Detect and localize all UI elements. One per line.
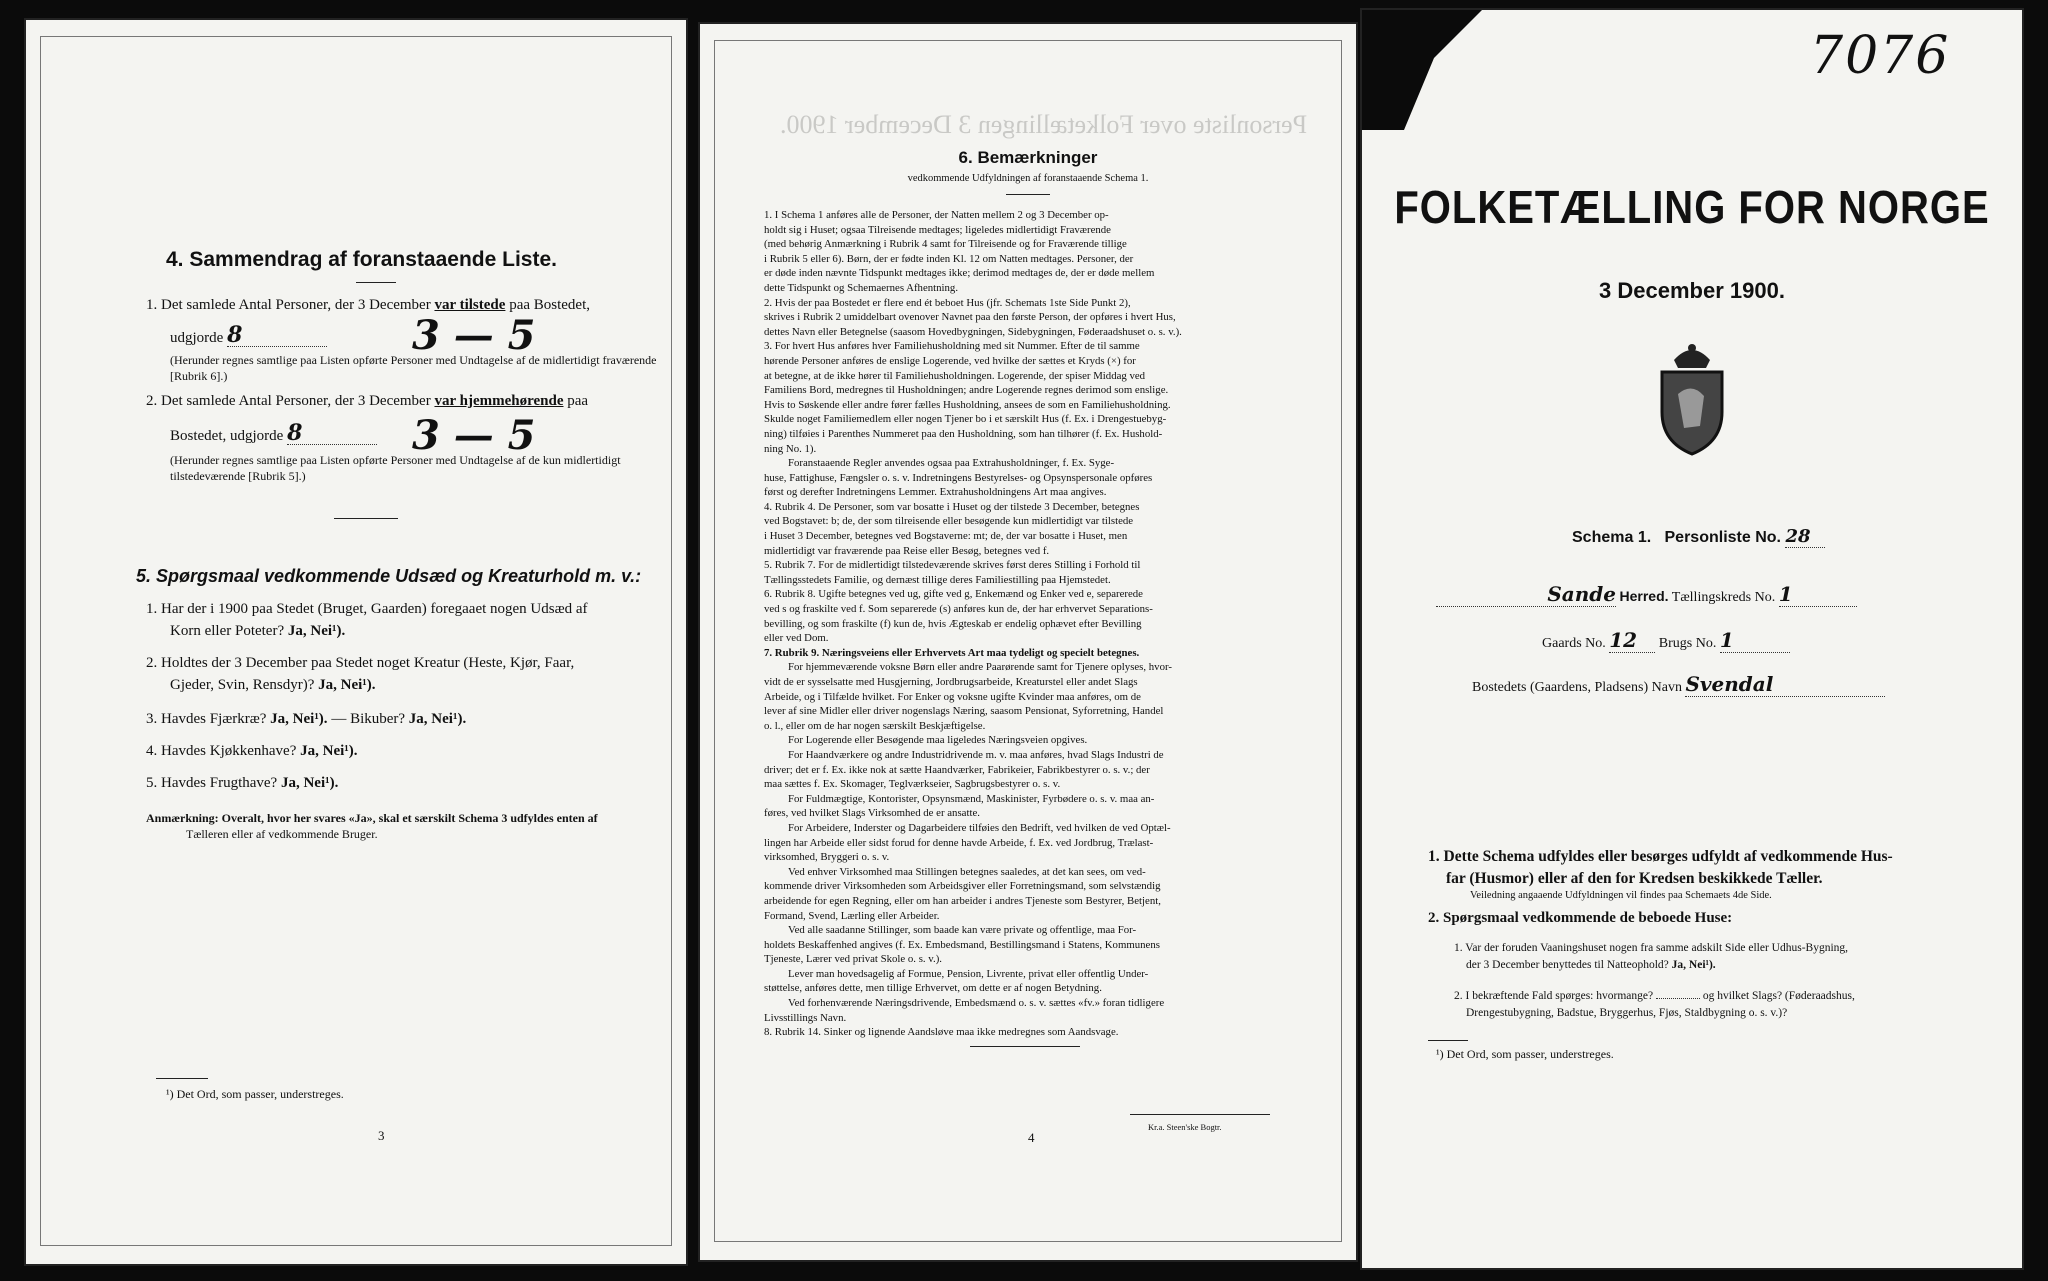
remark-line: Ved alle saadanne Stillinger, som baade kan være private og offentlige, maa For-: [788, 924, 1137, 937]
question-2: 2. Holdtes der 3 December paa Stedet noget Kreatur (Heste, Kjør, Faar,: [146, 655, 575, 671]
remark-line: Formand, Svend, Lærling eller Arbeider.: [764, 909, 940, 922]
remark-line: arbeidende for egen Regning, eller om han arbeider i andres Tjeneste som Bestyrer, Betjent,: [764, 894, 1161, 907]
remark-line: Familiens Bord, medregnes til Husholdningen; andre Logerende regnes derimod som enslige.: [764, 384, 1169, 397]
remark-line: holdets Beskaffenhed angives (f. Ex. Embedsmand, Bestillingsmand i Statens, Kommunens: [764, 938, 1160, 951]
question-5: 5. Havdes Frugthave? Ja, Nei¹).: [146, 775, 339, 791]
footnote: ¹) Det Ord, som passer, understreges.: [166, 1087, 344, 1101]
remark-line: i Rubrik 5 eller 6). Børn, der er fødte inden Kl. 12 om Natten medtages. Personer, der: [764, 252, 1134, 265]
footnote-rule: [1428, 1040, 1468, 1041]
instruction-2-1: 1. Var der foruden Vaaningshuset nogen fra samme adskilt Side eller Udhus-Bygning, der 3 December benyttedes til Natteophold? Ja, Nei¹).: [1454, 942, 1849, 971]
remark-line: Lever man hovedsagelig af Formue, Pension, Livrente, privat eller offentlig Under-: [788, 967, 1149, 980]
remark-line: hørende Personer anføres de enslige Logerende, ved hvilke der sættes et Kryds (×) for: [764, 354, 1136, 367]
printer-rule: [1130, 1114, 1270, 1115]
census-title: FOLKETÆLLING FOR NORGE: [1394, 182, 1990, 234]
remark-line: først og derefter Indretningens Lemmer. Extrahusholdningens Art maa angives.: [764, 486, 1107, 499]
present-count: 8: [227, 324, 327, 347]
bosted-line: Bostedets (Gaardens, Pladsens) Navn Svendal: [1472, 672, 1885, 697]
instruction-1-note: Veiledning angaaende Udfyldningen vil findes paa Schemaets 4de Side.: [1470, 890, 1772, 901]
annotation: Anmærkning: Overalt, hvor her svares «Ja», skal et særskilt Schema 3 udfyldes enten af Tælleren eller af vedkommende Bruger.: [146, 811, 598, 841]
summary-item-2: 2. Det samlede Antal Personer, der 3 December var hjemmehørende paa: [146, 393, 589, 409]
summary-item-1-note: (Herunder regnes samtlige paa Listen opførte Personer med Undtagelse af de midlertidigt fraværende [Rubrik 6].): [170, 353, 657, 383]
archive-number: 7076: [1810, 26, 1951, 86]
summary-item-1-line2: udgjorde 8: [170, 324, 327, 349]
middle-page: [698, 22, 1358, 1262]
question-4: 4. Havdes Kjøkkenhave? Ja, Nei¹).: [146, 743, 358, 759]
remark-line: 4. Rubrik 4. De Personer, som var bosatte i Huset og der tilstede 3 December, betegnes: [764, 500, 1140, 513]
remark-line: o. l., eller om de har nogen særskilt Beskjæftigelse.: [764, 719, 986, 732]
remark-line: vidt de er sysselsatte med Husgjerning, Jordbrugsarbeide, Kreaturstel eller andet Slags: [764, 676, 1138, 688]
remark-line: ved Bogstavet: b; de, der som tilreisende eller besøgende kun midlertidigt var tilstede: [764, 515, 1134, 528]
gaards-line: Gaards No. 12 Brugs No. 1: [1542, 628, 1790, 653]
coat-of-arms-icon: [1644, 338, 1740, 458]
remark-line: lever af sine Midler eller driver nogenslags Næring, saasom Pensionat, Syforretning, Handel: [764, 705, 1164, 718]
remark-line: er døde inden nævnte Tidspunkt medtages ikke; derimod medtages de, der er døde mellem: [764, 267, 1155, 280]
divider: [334, 518, 398, 519]
personliste-number: 28: [1785, 526, 1825, 548]
instruction-1: 1. Dette Schema udfyldes eller besørges udfyldt af vedkommende Hus- far (Husmor) eller af den for Kredsen beskikkede Tæller.: [1428, 848, 1893, 887]
resident-split: 3 — 5: [412, 412, 536, 459]
remark-line: lingen har Arbeide eller sidst forud for denne havde Arbeide, f. Ex. ved Jordbrug, Trælast-: [764, 836, 1154, 849]
remark-line: bevilling, og som fraskilte (f) kun de, hvis Ægteskab er endelig ophævet efter Bevilling: [764, 617, 1142, 630]
section-4-title: 4. Sammendrag af foranstaaende Liste.: [166, 248, 557, 271]
bosted-name: Svendal: [1685, 672, 1885, 697]
census-date: 3 December 1900.: [1599, 278, 1785, 303]
footnote: ¹) Det Ord, som passer, understreges.: [1436, 1047, 1614, 1061]
remark-line: skrives i Rubrik 2 umiddelbart ovenover Navnet paa den første Person, der opføres i hvert Hus,: [764, 311, 1176, 324]
remark-line: midlertidigt var fraværende paa Reise eller Besøg, betegnes ved f.: [764, 544, 1050, 557]
remark-line: huse, Fattighuse, Fængsler o. s. v. Indretningens Bestyrelses- og Opsynspersonale opføres: [764, 471, 1153, 484]
remark-line: 1. I Schema 1 anføres alle de Personer, der Natten mellem 2 og 3 December op-: [764, 209, 1109, 221]
remarks-subtitle: vedkommende Udfyldningen af foranstaaende Schema 1.: [907, 173, 1149, 184]
remark-line: 2. Hvis der paa Bostedet er flere end ét beboet Hus (jfr. Schemats 1ste Side Punkt 2),: [764, 296, 1131, 309]
resident-count: 8: [287, 422, 377, 445]
remark-line: at betegne, at de ikke hører til Familiehusholdningen. Logerende, der spiser Middag ved: [764, 369, 1146, 382]
remark-line: ning No. 1).: [764, 442, 817, 455]
remark-line: (med behørig Anmærkning i Rubrik 4 samt for Tilreisende og for Fraværende tillige: [764, 238, 1127, 251]
remark-line: eller ved Dom.: [764, 632, 829, 645]
remark-line: Arbeide, og i Tilfælde hvilket. For Enker og voksne ugifte Kvinder maa anføres, om de: [764, 690, 1141, 703]
question-1: 1. Har der i 1900 paa Stedet (Bruget, Gaarden) foregaaet nogen Udsæd af: [146, 601, 588, 617]
remark-line: For Fuldmægtige, Kontorister, Opsynsmænd, Maskinister, Fyrbødere o. s. v. maa an-: [788, 792, 1155, 805]
herred-value: Sande: [1436, 582, 1616, 607]
remarks-title: 6. Bemærkninger: [958, 148, 1098, 167]
kreds-number: 1: [1779, 582, 1857, 607]
brugs-number: 1: [1720, 628, 1790, 653]
remark-line: Tjeneste, Lærer ved privat Skole o. s. v.).: [764, 953, 943, 966]
bleed-through-header: Personliste over Folketællingen 3 December 1900.: [780, 110, 1308, 139]
instruction-2: 2. Spørgsmaal vedkommende de beboede Huse:: [1428, 910, 1733, 926]
remark-line: Skulde noget Familiemedlem eller nogen Tjener bo i et særskilt Hus (f. Ex. i Drengestuebyg-: [764, 413, 1167, 426]
remark-line: 6. Rubrik 8. Ugifte betegnes ved ug, gifte ved g, Enkemænd og Enker ved e, separerede: [764, 588, 1143, 601]
instruction-2-2: 2. I bekræftende Fald spørges: hvormange? og hvilket Slags? (Føderaadshus, Drengestubygning, Badstue, Bryggerhus, Fjøs, Staldbygning o. s. v.)?: [1454, 990, 1855, 1019]
remark-line: For Haandværkere og andre Industridrivende m. v. maa anføres, hvad Slags Industri de: [788, 748, 1164, 761]
divider: [356, 282, 396, 283]
present-split: 3 — 5: [412, 312, 536, 359]
gaards-number: 12: [1609, 628, 1655, 653]
remark-line: For Arbeidere, Inderster og Dagarbeidere tilføies den Bedrift, ved hvilken de ved Optæl-: [788, 821, 1171, 834]
right-page: [1360, 8, 2024, 1270]
remark-line: Livsstillings Navn.: [764, 1011, 847, 1024]
remark-line: Ved enhver Virksomhed maa Stillingen betegnes saaledes, at det kan sees, om ved-: [788, 865, 1146, 878]
remark-line: Tællingsstedets Familie, og dernæst tillige deres Familiestilling paa Hjemstedet.: [764, 573, 1111, 586]
page-number: 4: [1028, 1130, 1035, 1145]
remark-line: 8. Rubrik 14. Sinker og lignende Aandsløve maa ikke medregnes som Aandsvage.: [764, 1026, 1119, 1039]
divider: [1006, 194, 1050, 195]
page-number: 3: [378, 1128, 385, 1143]
divider: [970, 1046, 1080, 1047]
remark-line: dette Tidspunkt og Schemaernes Afhentning.: [764, 281, 959, 294]
remark-line: For hjemmeværende voksne Børn eller andre Paarørende samt for Tjenere oplyses, hvor-: [788, 661, 1172, 674]
remark-line: maa sættes f. Ex. Skomager, Teglværkseier, Sagbrugsbestyrer o. s. v.: [764, 778, 1061, 791]
remark-line: ved s og fraskilte ved f. Som separerede (s) anføres kun de, der har erhvervet Separations-: [764, 603, 1153, 616]
remark-line: føres, ved hvilket Slags Virksomhed de er ansatte.: [764, 807, 980, 820]
schema-line: Schema 1. Personliste No. 28: [1572, 526, 1825, 548]
remark-line: Hvis to Søskende eller andre fører fælles Husholdning, ansees de som en Familiehusholdning.: [764, 398, 1171, 411]
remark-line: 3. For hvert Hus anføres hver Familiehusholdning med sit Nummer. Efter de til samme: [764, 340, 1140, 353]
remarks-list: [764, 208, 1294, 1040]
remark-line: 5. Rubrik 7. For de midlertidigt tilstedeværende skrives først deres Stilling i Forhold til: [764, 559, 1141, 572]
remark-line: i Huset 3 December, betegnes ved Bogstaverne: mt; de, der var bosatte i Huset, men: [764, 530, 1128, 543]
remark-line: støttelse, anføres dette, men tillige Erhvervet, om dette er af nogen Betydning.: [764, 982, 1102, 995]
remark-line: driver; det er f. Ex. ikke nok at sætte Haandværker, Fabrikeier, Fabrikbestyrer o. s. v.; der: [764, 763, 1150, 776]
remark-line: 7. Rubrik 9. Næringsveiens eller Erhvervets Art maa tydeligt og specielt betegnes.: [764, 646, 1140, 659]
footnote-rule: [156, 1078, 208, 1079]
summary-item-1: 1. Det samlede Antal Personer, der 3 December var tilstede paa Bostedet,: [146, 297, 590, 313]
remark-line: For Logerende eller Besøgende maa ligeledes Næringsveien opgives.: [788, 734, 1088, 747]
remark-line: dettes Navn eller Betegnelse (saasom Hovedbygningen, Sidebygningen, Føderaadshuset o. s. v.).: [764, 325, 1182, 338]
left-page: [24, 18, 688, 1266]
remark-line: Foranstaaende Regler anvendes ogsaa paa Extrahusholdninger, f. Ex. Syge-: [788, 457, 1115, 470]
question-3: 3. Havdes Fjærkræ? Ja, Nei¹). — Bikuber? Ja, Nei¹).: [146, 711, 467, 727]
question-2-line2: Gjeder, Svin, Rensdyr)? Ja, Nei¹).: [170, 677, 376, 693]
herred-line: Sande Herred. Tællingskreds No. 1: [1436, 582, 1996, 607]
question-1-line2: Korn eller Poteter? Ja, Nei¹).: [170, 623, 346, 639]
summary-item-2-line2: Bostedet, udgjorde 8: [170, 422, 377, 447]
summary-item-2-note: (Herunder regnes samtlige paa Listen opførte Personer med Undtagelse af de kun midlertidigt tilstedeværende [Rubrik 5].): [170, 453, 621, 483]
remark-line: holdt sig i Huset; ogsaa Tilreisende medtages; ligeledes midlertidigt Fraværende: [764, 223, 1111, 236]
left-page-frame: [40, 36, 672, 1246]
remark-line: Ved forhenværende Næringsdrivende, Embedsmænd o. s. v. sættes «fv.» foran tidligere: [788, 997, 1165, 1010]
torn-corner: [1362, 10, 1482, 130]
section-5-title: 5. Spørgsmaal vedkommende Udsæd og Kreaturhold m. v.:: [136, 566, 642, 586]
remark-line: virksomhed, Bryggeri o. s. v.: [764, 851, 890, 864]
remark-line: ning) tilføies i Parenthes Nummeret paa den Husholdning, som han tilhører (f. Ex. Hushold-: [764, 427, 1163, 440]
remark-line: kommende driver Virksomheden som Arbeidsgiver eller Forretningsmand, som selvstændig: [764, 880, 1161, 893]
printer-mark: Kr.a. Steen'ske Bogtr.: [1148, 1122, 1222, 1132]
